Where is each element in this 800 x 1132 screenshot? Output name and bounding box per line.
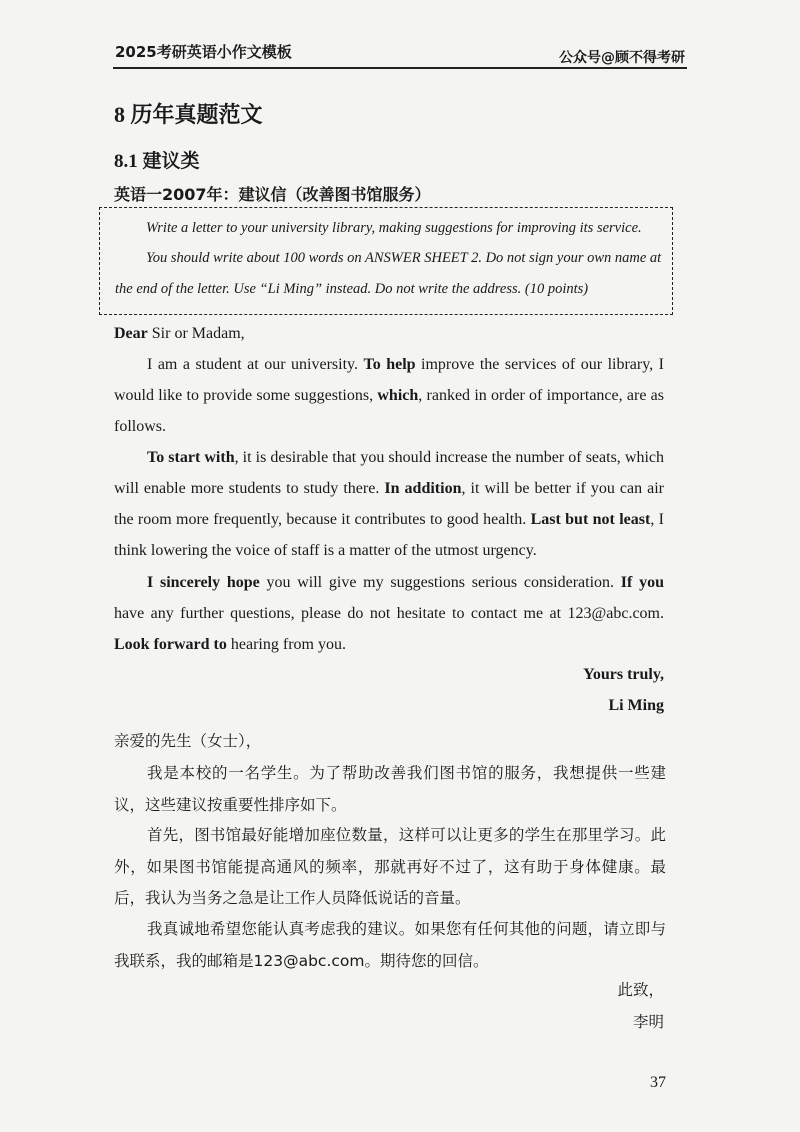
translation-signature: 李明 <box>632 1013 664 1031</box>
page-number: 37 <box>650 1074 666 1091</box>
header-book-title: 2025考研英语小作文模板 <box>115 43 292 61</box>
translation-paragraph-3: 我真诚地希望您能认真考虑我的建议。如果您有任何其他的问题，请立即与我联系，我的邮箱是123@abc.com。期待您的回信。 <box>114 920 666 970</box>
letter-paragraph-1: I am a student at our university. To help improve the services of our library, I would like to provide some suggestions, which, ranked in order of importance, are as follows. <box>114 356 665 435</box>
translation-paragraph-2: 首先，图书馆最好能增加座位数量，这样可以让更多的学生在那里学习。此外，如果图书馆能提高通风的频率，那就再好不过了，这有助于身体健康。最后，我认为当务之急是让工作人员降低说话的音量。 <box>114 826 666 907</box>
letter-paragraph-2: To start with, it is desirable that you should increase the number of seats, which will enable more students to study there. In addition, it will be better if you can air the room more frequently, because it contributes to good health. Last but not least, I think lowering the voice of staff is a matter of the utmost urgency. <box>114 449 665 559</box>
letter-paragraph-3: I sincerely hope you will give my suggestions serious consideration. If you have any further questions, please do not hesitate to contact me at 123@abc.com. Look forward to hearing from you. <box>114 574 664 653</box>
prompt-line-1: Write a letter to your university library, making suggestions for improving its service. <box>146 220 642 236</box>
prompt-line-2: You should write about 100 words on ANSWER SHEET 2. Do not sign your own name at <box>146 250 662 266</box>
chapter-title: 8 历年真题范文 <box>114 102 263 127</box>
topic-title: 英语一2007年：建议信（改善图书馆服务） <box>114 185 431 204</box>
letter-greeting: Dear Sir or Madam, <box>114 325 245 342</box>
page-header <box>113 33 687 69</box>
letter-closing: Yours truly, <box>583 666 664 683</box>
prompt-box <box>99 207 673 315</box>
letter-signature: Li Ming <box>608 697 664 714</box>
translation-closing: 此致， <box>617 981 664 999</box>
prompt-line-3: the end of the letter. Use “Li Ming” instead. Do not write the address. (10 points) <box>115 281 589 297</box>
header-account: 公众号@顾不得考研 <box>559 50 685 66</box>
section-title: 8.1 建议类 <box>114 151 200 172</box>
translation-paragraph-1: 我是本校的一名学生。为了帮助改善我们图书馆的服务，我想提供一些建议，这些建议按重要性排序如下。 <box>114 764 666 814</box>
translation-greeting: 亲爱的先生（女士）， <box>114 732 262 750</box>
